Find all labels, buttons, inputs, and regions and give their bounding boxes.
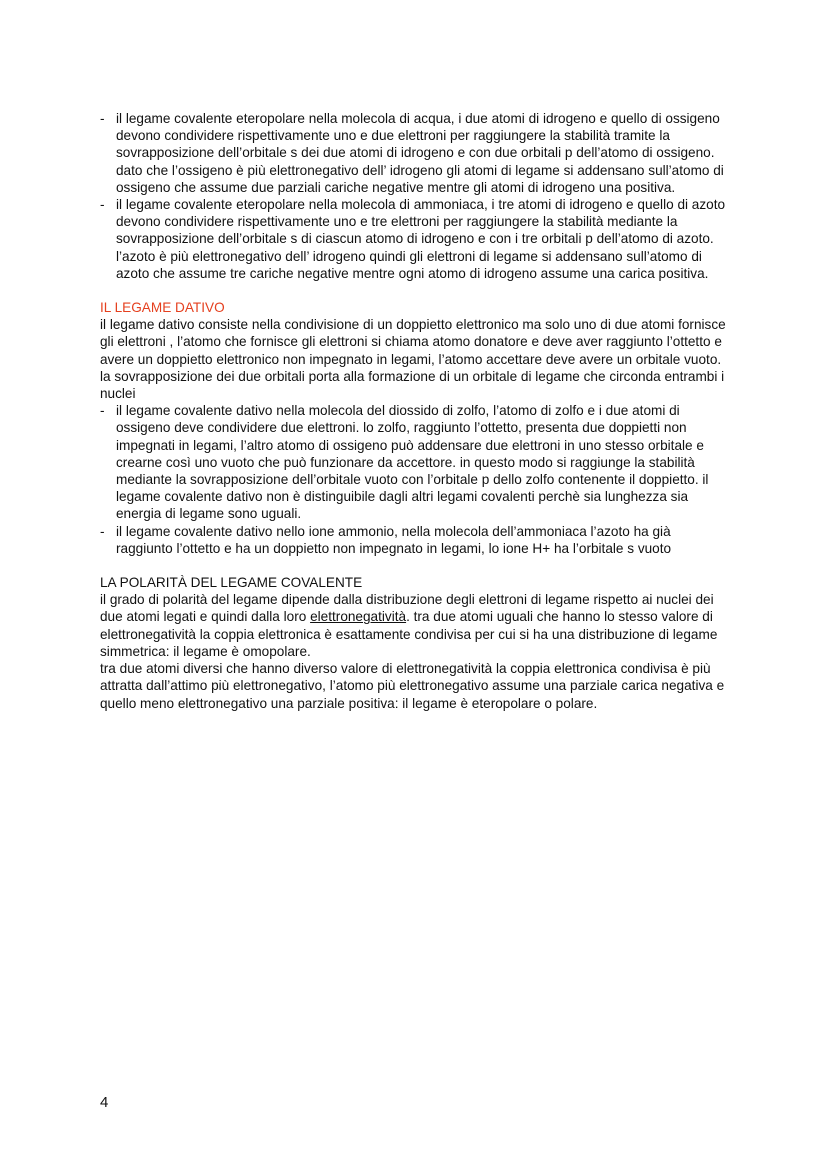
list-item <box>100 110 728 196</box>
section-paragraph: tra due atomi diversi che hanno diverso valore di elettronegatività la coppia elettronica condivisa è più attratta dall’attimo più elettronegativo, l’atomo più elettronegativo assume una parziale carica negativa e quello meno elettronegativo una parziale positiva: il legame è eteropolare o polare. <box>100 661 725 711</box>
section-heading: LA POLARITÀ DEL LEGAME COVALENTE <box>100 575 363 591</box>
section-paragraph <box>100 591 728 660</box>
dash-bullet: - <box>100 523 105 539</box>
list-item <box>100 523 728 557</box>
list-item <box>100 196 728 282</box>
dash-bullet: - <box>100 197 105 213</box>
intro-bullet-list <box>100 110 728 282</box>
dative-bond-section <box>100 299 728 557</box>
list-item-text: il legame covalente dativo nello ione ammonio, nella molecola dell’ammoniaca l’azoto ha già raggiunto l’ottetto e ha un doppietto non impegnato in legami, lo ione H+ ha l’orbitale s vuoto <box>116 523 672 556</box>
paragraph-text: . tra due atomi uguali che hanno lo stesso valore di elettronegatività la coppia elettronica è esattamente condivisa per cui si ha una distribuzione di legame simmetrica: il legame è omopolare. <box>100 609 718 659</box>
dash-bullet: - <box>100 111 105 126</box>
polarity-section <box>100 574 728 712</box>
section-heading: IL LEGAME DATIVO <box>100 300 225 316</box>
paragraph-text: il grado di polarità del legame dipende dalla distribuzione degli elettroni di legame rispetto ai nuclei dei due atomi legati e quindi dalla loro <box>100 592 714 625</box>
page-number: 4 <box>100 1094 109 1111</box>
list-item-text: il legame covalente eteropolare nella molecola di acqua, i due atomi di idrogeno e quello di ossigeno devono condividere rispettivamente uno e due elettroni per raggiungere la stabilità tramite la sovrapposizione dell’orbitale s dei due atomi di idrogeno e con due orbitali p dell’atomo di ossigeno. dato che l’ossigeno è più elettronegativo dell’ idrogeno gli atomi di legame si addensano sull’atomo di ossigeno che assume due parziali cariche negative mentre gli atomi di idrogeno una positiva. <box>116 111 724 195</box>
list-item-text: il legame covalente eteropolare nella molecola di ammoniaca, i tre atomi di idrogeno e quello di azoto devono condividere rispettivamente uno e tre elettroni per raggiungere la stabilità mediante la sovrapposizione dell’orbitale s di ciascun atomo di idrogeno e con i tre orbitali p dell’atomo di azoto. l’azoto è più elettronegativo dell’ idrogeno quindi gli elettroni di legame si addensano sull’atomo di azoto che assume tre cariche negative mentre ogni atomo di idrogeno assume una carica positiva. <box>116 197 726 281</box>
electronegativity-link[interactable]: elettronegatività <box>310 609 407 625</box>
document-body <box>100 110 728 712</box>
dash-bullet: - <box>100 403 105 419</box>
list-item-text: il legame covalente dativo nella molecola del diossido di zolfo, l’atomo di zolfo e i due atomi di ossigeno deve condividere due elettroni. lo zolfo, raggiunto l’ottetto, presenta due doppietti non impegnati in legami, l’altro atomo di ossigeno può addensare due elettroni in uno stesso orbitale e crearne così uno vuoto che può funzionare da accettore. in questo modo si raggiunge la stabilità mediante la sovrapposizione dell’orbitale vuoto con l’orbitale p dello zolfo contenente il doppietto. il legame covalente dativo non è distinguibile dagli altri legami covalenti perchè sia lunghezza sia energia di legame sono uguali. <box>116 403 709 522</box>
list-item <box>100 402 728 522</box>
dative-bullet-list <box>100 402 728 557</box>
section-paragraph: il legame dativo consiste nella condivisione di un doppietto elettronico ma solo uno di due atomi fornisce gli elettroni , l’atomo che fornisce gli elettroni si chiama atomo donatore e deve aver raggiunto l’ottetto e avere un doppietto elettronico non impegnato in legami, l’atomo accettare deve avere un orbitale vuoto. la sovrapposizione dei due orbitali porta alla formazione di un orbitale di legame che circonda entrambi i nuclei <box>100 317 726 402</box>
